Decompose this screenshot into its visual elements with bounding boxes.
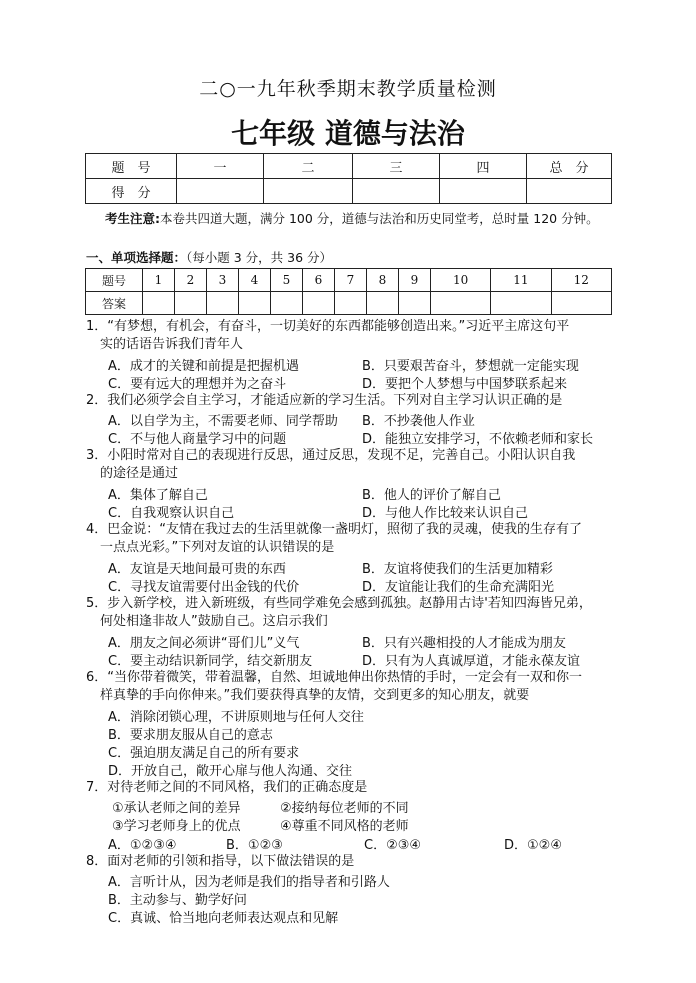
q8-option-b[interactable]: B．主动参与、勤学好问 [108,893,247,908]
answer-cell[interactable] [271,292,303,315]
q2-option-b[interactable]: B．不抄袭他人作业 [362,414,475,429]
q4-option-a[interactable]: A．友谊是天地间最可贵的东西 [108,562,286,577]
score-header-1: 一 [177,154,264,179]
answer-cell[interactable] [491,292,551,315]
q6-option-a[interactable]: A．消除闭锁心理，不讲原则地与任何人交往 [108,710,364,725]
q7-item-2: ②接纳每位老师的不同 [280,801,409,816]
question-7-stem [86,779,626,797]
answer-cell[interactable] [367,292,399,315]
answer-number: 11 [491,269,551,292]
q3-option-b[interactable]: B．他人的评价了解自己 [362,488,501,503]
question-stem-line: 一点点光彩。”下列对友谊的认识错误的是 [100,540,335,555]
q3-option-d[interactable]: D．与他人作比较来认识自己 [362,506,529,521]
answer-number: 7 [335,269,367,292]
question-1-stem [86,318,626,354]
q7-option-c[interactable]: C．②③④ [364,838,422,853]
q4-option-d[interactable]: D．友谊能让我们的生命充满阳光 [362,580,555,595]
question-stem-line: 的途径是通过 [100,466,179,481]
score-header-label: 题 号 [86,154,177,179]
question-stem-line: 6．“当你带着微笑，带着温馨，自然、坦诚地伸出你热情的手时，一定会有一双和你一 [86,670,583,685]
q8-option-a[interactable]: A．言听计从，因为老师是我们的指导者和引路人 [108,875,390,890]
section-heading [86,248,332,266]
q6-option-b[interactable]: B．要求朋友服从自己的意志 [108,728,273,743]
question-stem-line: 8．面对老师的引领和指导，以下做法错误的是 [86,854,355,869]
answer-number: 5 [271,269,303,292]
question-stem-line: 2．我们必须学会自主学习，才能适应新的学习生活。下列对自主学习认识正确的是 [86,393,563,408]
question-stem-line: 实的话语告诉我们青年人 [100,337,244,352]
exam-subject: 七年级 道德与法治 [231,117,465,150]
question-stem-line: 4．巴金说：“友情在我过去的生活里就像一盏明灯，照彻了我的灵魂，使我的生存有了 [86,522,583,537]
score-header-total: 总 分 [527,154,612,179]
score-table [85,153,612,204]
q3-option-a[interactable]: A．集体了解自己 [108,488,208,503]
question-stem-line: 1．“有梦想，有机会，有奋斗，一切美好的东西都能够创造出来。”习近平主席这句平 [86,319,570,334]
answer-number: 1 [143,269,175,292]
score-cell[interactable] [264,179,353,204]
answer-number: 2 [175,269,207,292]
q6-option-d[interactable]: D．开放自己，敞开心扉与他人沟通、交往 [108,764,353,779]
q1-option-c[interactable]: C．要有远大的理想并为之奋斗 [108,377,287,392]
q4-option-c[interactable]: C．寻找友谊需要付出金钱的代价 [108,580,300,595]
question-6-stem [86,669,626,705]
score-cell[interactable] [353,179,440,204]
q7-option-d[interactable]: D．①②④ [504,838,562,853]
answer-cell[interactable] [399,292,431,315]
exam-notice [105,209,599,227]
q7-item-3: ③学习老师身上的优点 [112,819,241,834]
score-header-4: 四 [440,154,527,179]
answer-number: 9 [399,269,431,292]
answer-number: 8 [367,269,399,292]
q5-option-d[interactable]: D．只有为人真诚厚道，才能永葆友谊 [362,654,581,669]
score-cell[interactable] [440,179,527,204]
exam-title: 二○一九年秋季期末教学质量检测 [199,78,497,100]
q2-option-c[interactable]: C．不与他人商量学习中的问题 [108,432,287,447]
q4-option-b[interactable]: B．友谊将使我们的生活更加精彩 [362,562,553,577]
notice-label: 考生注意: [105,211,160,226]
question-5-stem [86,595,626,631]
answer-table [85,268,612,315]
q7-option-a[interactable]: A．①②③④ [108,838,177,853]
notice-text: 本卷共四道大题，满分 100 分，道德与法治和历史同堂考，总时量 120 分钟。 [160,211,599,226]
question-stem-line: 7．对待老师之间的不同风格，我们的正确态度是 [86,780,368,795]
answer-cell[interactable] [207,292,239,315]
answer-number: 6 [303,269,335,292]
answer-number: 3 [207,269,239,292]
q5-option-c[interactable]: C．要主动结识新同学，结交新朋友 [108,654,313,669]
score-row-label: 得 分 [86,179,177,204]
answer-number: 4 [239,269,271,292]
section-note: （每小题 3 分，共 36 分） [186,250,333,265]
answer-cell[interactable] [335,292,367,315]
question-stem-line: 5．步入新学校，进入新班级，有些同学难免会感到孤独。赵静用古诗'若知四海皆兄弟， [86,596,592,611]
answer-cell[interactable] [143,292,175,315]
question-3-stem [86,447,626,483]
question-2-stem [86,392,626,410]
q8-option-c[interactable]: C．真诚、恰当地向老师表达观点和见解 [108,911,339,926]
q7-item-1: ①承认老师之间的差异 [112,801,241,816]
answer-cell[interactable] [175,292,207,315]
score-cell[interactable] [177,179,264,204]
q1-option-d[interactable]: D．要把个人梦想与中国梦联系起来 [362,377,568,392]
q1-option-a[interactable]: A．成才的关键和前提是把握机遇 [108,359,299,374]
q7-item-4: ④尊重不同风格的老师 [280,819,409,834]
answer-cell[interactable] [431,292,491,315]
q5-option-b[interactable]: B．只有兴趣相投的人才能成为朋友 [362,636,566,651]
q2-option-a[interactable]: A．以自学为主，不需要老师、同学帮助 [108,414,338,429]
score-header-3: 三 [353,154,440,179]
question-8-stem [86,853,626,871]
answer-number: 10 [431,269,491,292]
answer-cell[interactable] [239,292,271,315]
answer-number: 12 [551,269,611,292]
answer-row-label: 答案 [86,292,143,315]
q6-option-c[interactable]: C．强迫朋友满足自己的所有要求 [108,746,300,761]
question-stem-line: 何处相逢非故人”鼓励自己。这启示我们 [100,614,328,629]
answer-cell[interactable] [551,292,611,315]
section-title: 一、单项选择题： [86,250,187,265]
q1-option-b[interactable]: B．只要艰苦奋斗，梦想就一定能实现 [362,359,579,374]
question-stem-line: 样真挚的手向你伸来。”我们要获得真挚的友情，交到更多的知心朋友，就要 [100,688,530,703]
question-stem-line: 3．小阳时常对自己的表现进行反思，通过反思，发现不足，完善自己。小阳认识自我 [86,448,576,463]
q2-option-d[interactable]: D．能独立安排学习，不依赖老师和家长 [362,432,594,447]
question-4-stem [86,521,626,557]
score-header-2: 二 [264,154,353,179]
answer-cell[interactable] [303,292,335,315]
q5-option-a[interactable]: A．朋友之间必须讲“哥们儿”义气 [108,636,300,651]
answer-row-label: 题号 [86,269,143,292]
score-cell[interactable] [527,179,612,204]
q7-option-b[interactable]: B．①②③ [226,838,283,853]
q3-option-c[interactable]: C．自我观察认识自己 [108,506,235,521]
